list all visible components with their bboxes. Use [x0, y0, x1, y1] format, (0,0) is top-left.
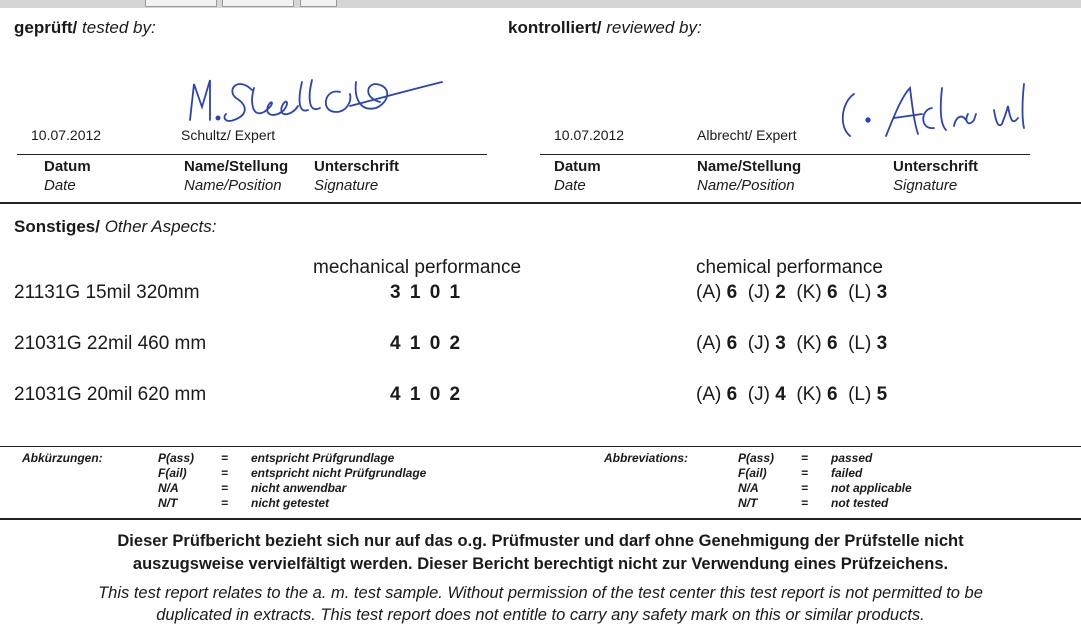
- mechanical-performance-header: mechanical performance: [313, 257, 522, 278]
- abbreviations-bottom-line: [0, 518, 1081, 520]
- reviewed-by-en: reviewed by:: [606, 18, 702, 37]
- reviewer-name-header: Name/Stellung: [697, 158, 802, 175]
- reviewer-signature-header: Unterschrift: [893, 158, 979, 175]
- reviewer-signature: [828, 80, 1028, 150]
- reviewer-signature-header-en: Signature: [893, 177, 958, 194]
- tested-by-en: tested by:: [82, 18, 156, 37]
- abbreviations-de-meanings: entspricht Prüfgrundlage entspricht nicht Prüfgrundlage nicht anwendbar nicht getestet: [251, 451, 427, 510]
- reviewer-table-line: [540, 154, 1030, 155]
- other-aspects-de: Sonstiges/: [14, 217, 100, 236]
- toolbar-tab: [300, 0, 337, 7]
- chemical-performance-header: chemical performance: [696, 257, 883, 278]
- notice-en-line2: duplicated in extracts. This test report does not entitle to carry any safety mark on this or similar products.: [156, 606, 925, 624]
- tester-signature-header-en: Signature: [314, 177, 379, 194]
- reviewer-date: 10.07.2012: [554, 127, 625, 143]
- abbreviations-en-codes: P(ass) F(ail) N/A N/T: [738, 451, 775, 510]
- tester-date-header-en: Date: [44, 177, 76, 194]
- notice-de-line1: Dieser Prüfbericht bezieht sich nur auf das o.g. Prüfmuster und darf ohne Genehmigung der Prüfstelle nicht: [117, 532, 964, 550]
- tester-name-header-en: Name/Position: [184, 177, 282, 194]
- abbreviations-de-codes: P(ass) F(ail) N/A N/T: [158, 451, 195, 510]
- other-aspects-heading: [14, 217, 217, 237]
- mechanical-result: 4 1 0 2: [390, 333, 463, 354]
- abbreviations-top-line: [0, 446, 1081, 447]
- toolbar-tab: [222, 0, 294, 7]
- sample-name: 21031G 20mil 620 mm: [14, 384, 207, 405]
- reviewer-date-header: Datum: [554, 158, 601, 175]
- abbreviations-de-title: Abkürzungen:: [22, 451, 103, 465]
- chemical-result: (A) 6 (J) 2 (K) 6 (L) 3: [696, 282, 888, 303]
- tester-table-line: [17, 154, 487, 155]
- tester-date-header: Datum: [44, 158, 91, 175]
- mechanical-result: 4 1 0 2: [390, 384, 463, 405]
- tester-signature: [180, 62, 460, 132]
- tester-date: 10.07.2012: [31, 127, 102, 143]
- reviewer-date-header-en: Date: [554, 177, 586, 194]
- reviewer-name-header-en: Name/Position: [697, 177, 795, 194]
- sample-name: 21131G 15mil 320mm: [14, 282, 200, 303]
- sample-name: 21031G 22mil 460 mm: [14, 333, 207, 354]
- reviewer-name-position: Albrecht/ Expert: [697, 127, 797, 143]
- abbreviations-en-meanings: passed failed not applicable not tested: [831, 451, 912, 510]
- tested-by-de: geprüft/: [14, 18, 78, 37]
- toolbar-tab: [145, 0, 217, 7]
- abbreviations-en-eq: = = = =: [801, 451, 809, 510]
- tested-by-heading: [14, 18, 156, 38]
- abbreviations-de-eq: = = = =: [221, 451, 229, 510]
- notice-en-line1: This test report relates to the a. m. test sample. Without permission of the test center this test report is not permitted to be: [98, 584, 983, 602]
- chemical-result: (A) 6 (J) 4 (K) 6 (L) 5: [696, 384, 888, 405]
- tester-name-header: Name/Stellung: [184, 158, 289, 175]
- section-divider: [0, 202, 1081, 204]
- chemical-result: (A) 6 (J) 3 (K) 6 (L) 3: [696, 333, 888, 354]
- tester-name-position: Schultz/ Expert: [181, 127, 276, 143]
- other-aspects-en: Other Aspects:: [104, 217, 217, 236]
- top-strip: [0, 0, 1081, 8]
- tester-signature-header: Unterschrift: [314, 158, 400, 175]
- notice-de-line2: auszugsweise vervielfältigt werden. Dieser Bericht berechtigt nicht zur Verwendung eines Prüfzeichens.: [132, 555, 949, 573]
- reviewed-by-de: kontrolliert/: [508, 18, 602, 37]
- mechanical-result: 3 1 0 1: [390, 282, 463, 303]
- reviewed-by-heading: [508, 18, 702, 38]
- abbreviations-en-title: Abbreviations:: [604, 451, 689, 465]
